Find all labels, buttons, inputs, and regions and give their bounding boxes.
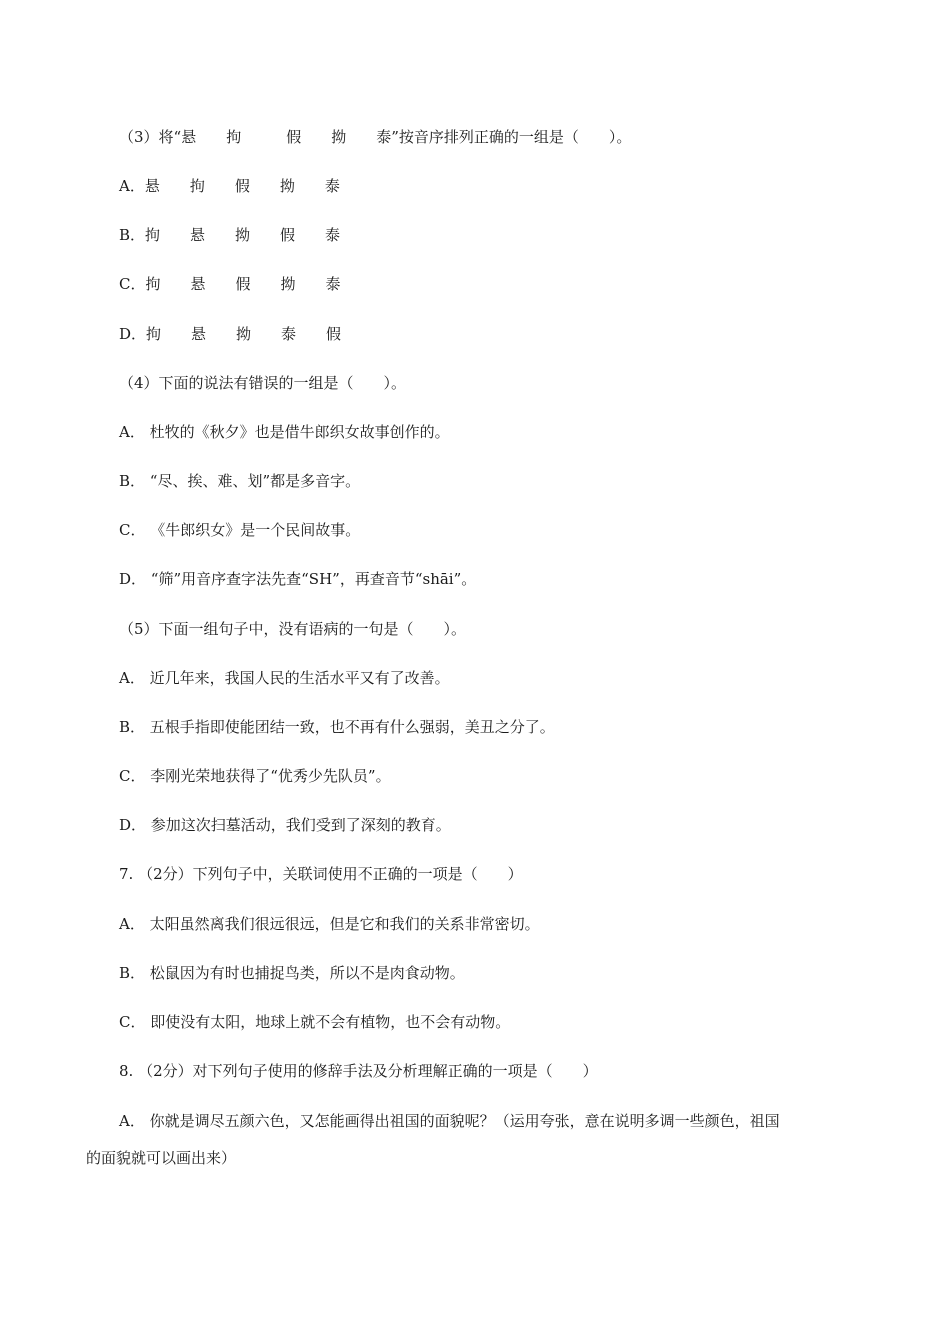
question-4-option-b: B． “尽、挨、难、划”都是多音字。 bbox=[119, 472, 361, 490]
question-4-option-c: C． 《牛郎织女》是一个民间故事。 bbox=[119, 521, 361, 539]
question-5-option-c: C． 李刚光荣地获得了“优秀少先队员”。 bbox=[119, 767, 391, 785]
question-7-stem: 7. （2分）下列句子中，关联词使用不正确的一项是（ ） bbox=[119, 865, 523, 883]
question-3-option-d: D．拘 悬 拗 泰 假 bbox=[119, 325, 342, 343]
question-3-stem: （3）将“悬 拘 假 拗 泰”按音序排列正确的一组是（ ）。 bbox=[119, 128, 632, 146]
question-7-option-c: C． 即使没有太阳，地球上就不会有植物，也不会有动物。 bbox=[119, 1013, 511, 1031]
question-5-option-b: B． 五根手指即使能团结一致，也不再有什么强弱，美丑之分了。 bbox=[119, 718, 555, 736]
question-7-option-b: B． 松鼠因为有时也捕捉鸟类，所以不是肉食动物。 bbox=[119, 964, 465, 982]
question-7-option-a: A． 太阳虽然离我们很远很远，但是它和我们的关系非常密切。 bbox=[119, 915, 540, 933]
question-8-stem: 8. （2分）对下列句子使用的修辞手法及分析理解正确的一项是（ ） bbox=[119, 1062, 598, 1080]
question-3-option-b: B．拘 悬 拗 假 泰 bbox=[119, 226, 341, 244]
question-8-option-a-line2: 的面貌就可以画出来） bbox=[86, 1149, 237, 1167]
question-8-option-a-line1: A． 你就是调尽五颜六色，又怎能画得出祖国的面貌呢？（运用夸张，意在说明多调一些颜色，祖国 bbox=[119, 1112, 780, 1130]
question-5-option-a: A． 近几年来，我国人民的生活水平又有了改善。 bbox=[119, 669, 450, 687]
question-3-option-c: C．拘 悬 假 拗 泰 bbox=[119, 275, 341, 293]
question-4-option-a: A． 杜牧的《秋夕》也是借牛郎织女故事创作的。 bbox=[119, 423, 450, 441]
question-3-option-a: A．悬 拘 假 拗 泰 bbox=[119, 177, 340, 195]
question-5-stem: （5）下面一组句子中，没有语病的一句是（ ）。 bbox=[119, 620, 467, 638]
question-4-option-d: D． “筛”用音序查字法先查“SH”，再查音节“shāi”。 bbox=[119, 570, 477, 588]
question-5-option-d: D． 参加这次扫墓活动，我们受到了深刻的教育。 bbox=[119, 816, 451, 834]
question-4-stem: （4）下面的说法有错误的一组是（ ）。 bbox=[119, 374, 407, 392]
